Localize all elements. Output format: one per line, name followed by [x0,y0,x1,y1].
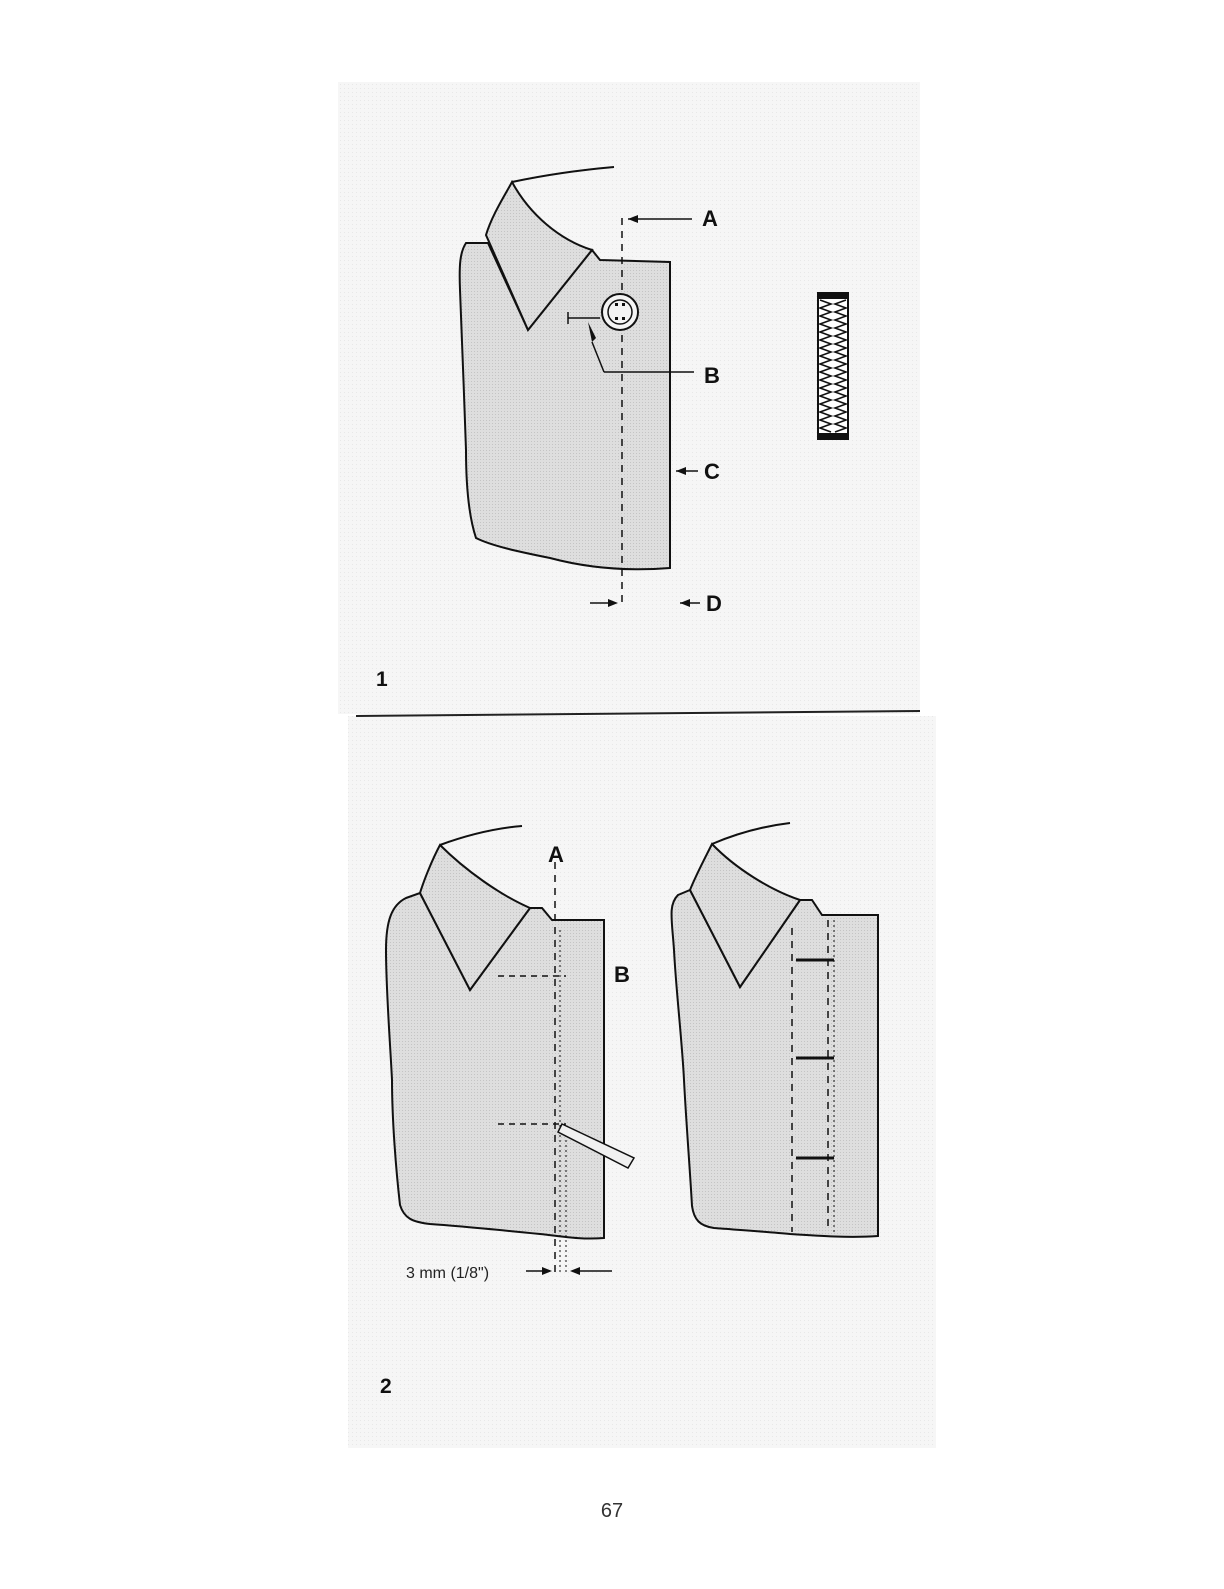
page-number: 67 [600,1500,624,1522]
figure1-label-a: A [702,206,718,231]
figure2-number: 2 [380,1375,392,1398]
figure2-label-a: A [548,842,564,867]
figure1-label-c: C [704,459,720,484]
figure1-label-b: B [704,363,720,388]
figure1-number: 1 [376,668,388,691]
buttonhole-stitch-icon [818,293,848,439]
figure2-measurement: 3 mm (1/8") [406,1265,490,1282]
figure2-label-b: B [614,962,630,987]
figure1-label-d: D [706,591,722,616]
